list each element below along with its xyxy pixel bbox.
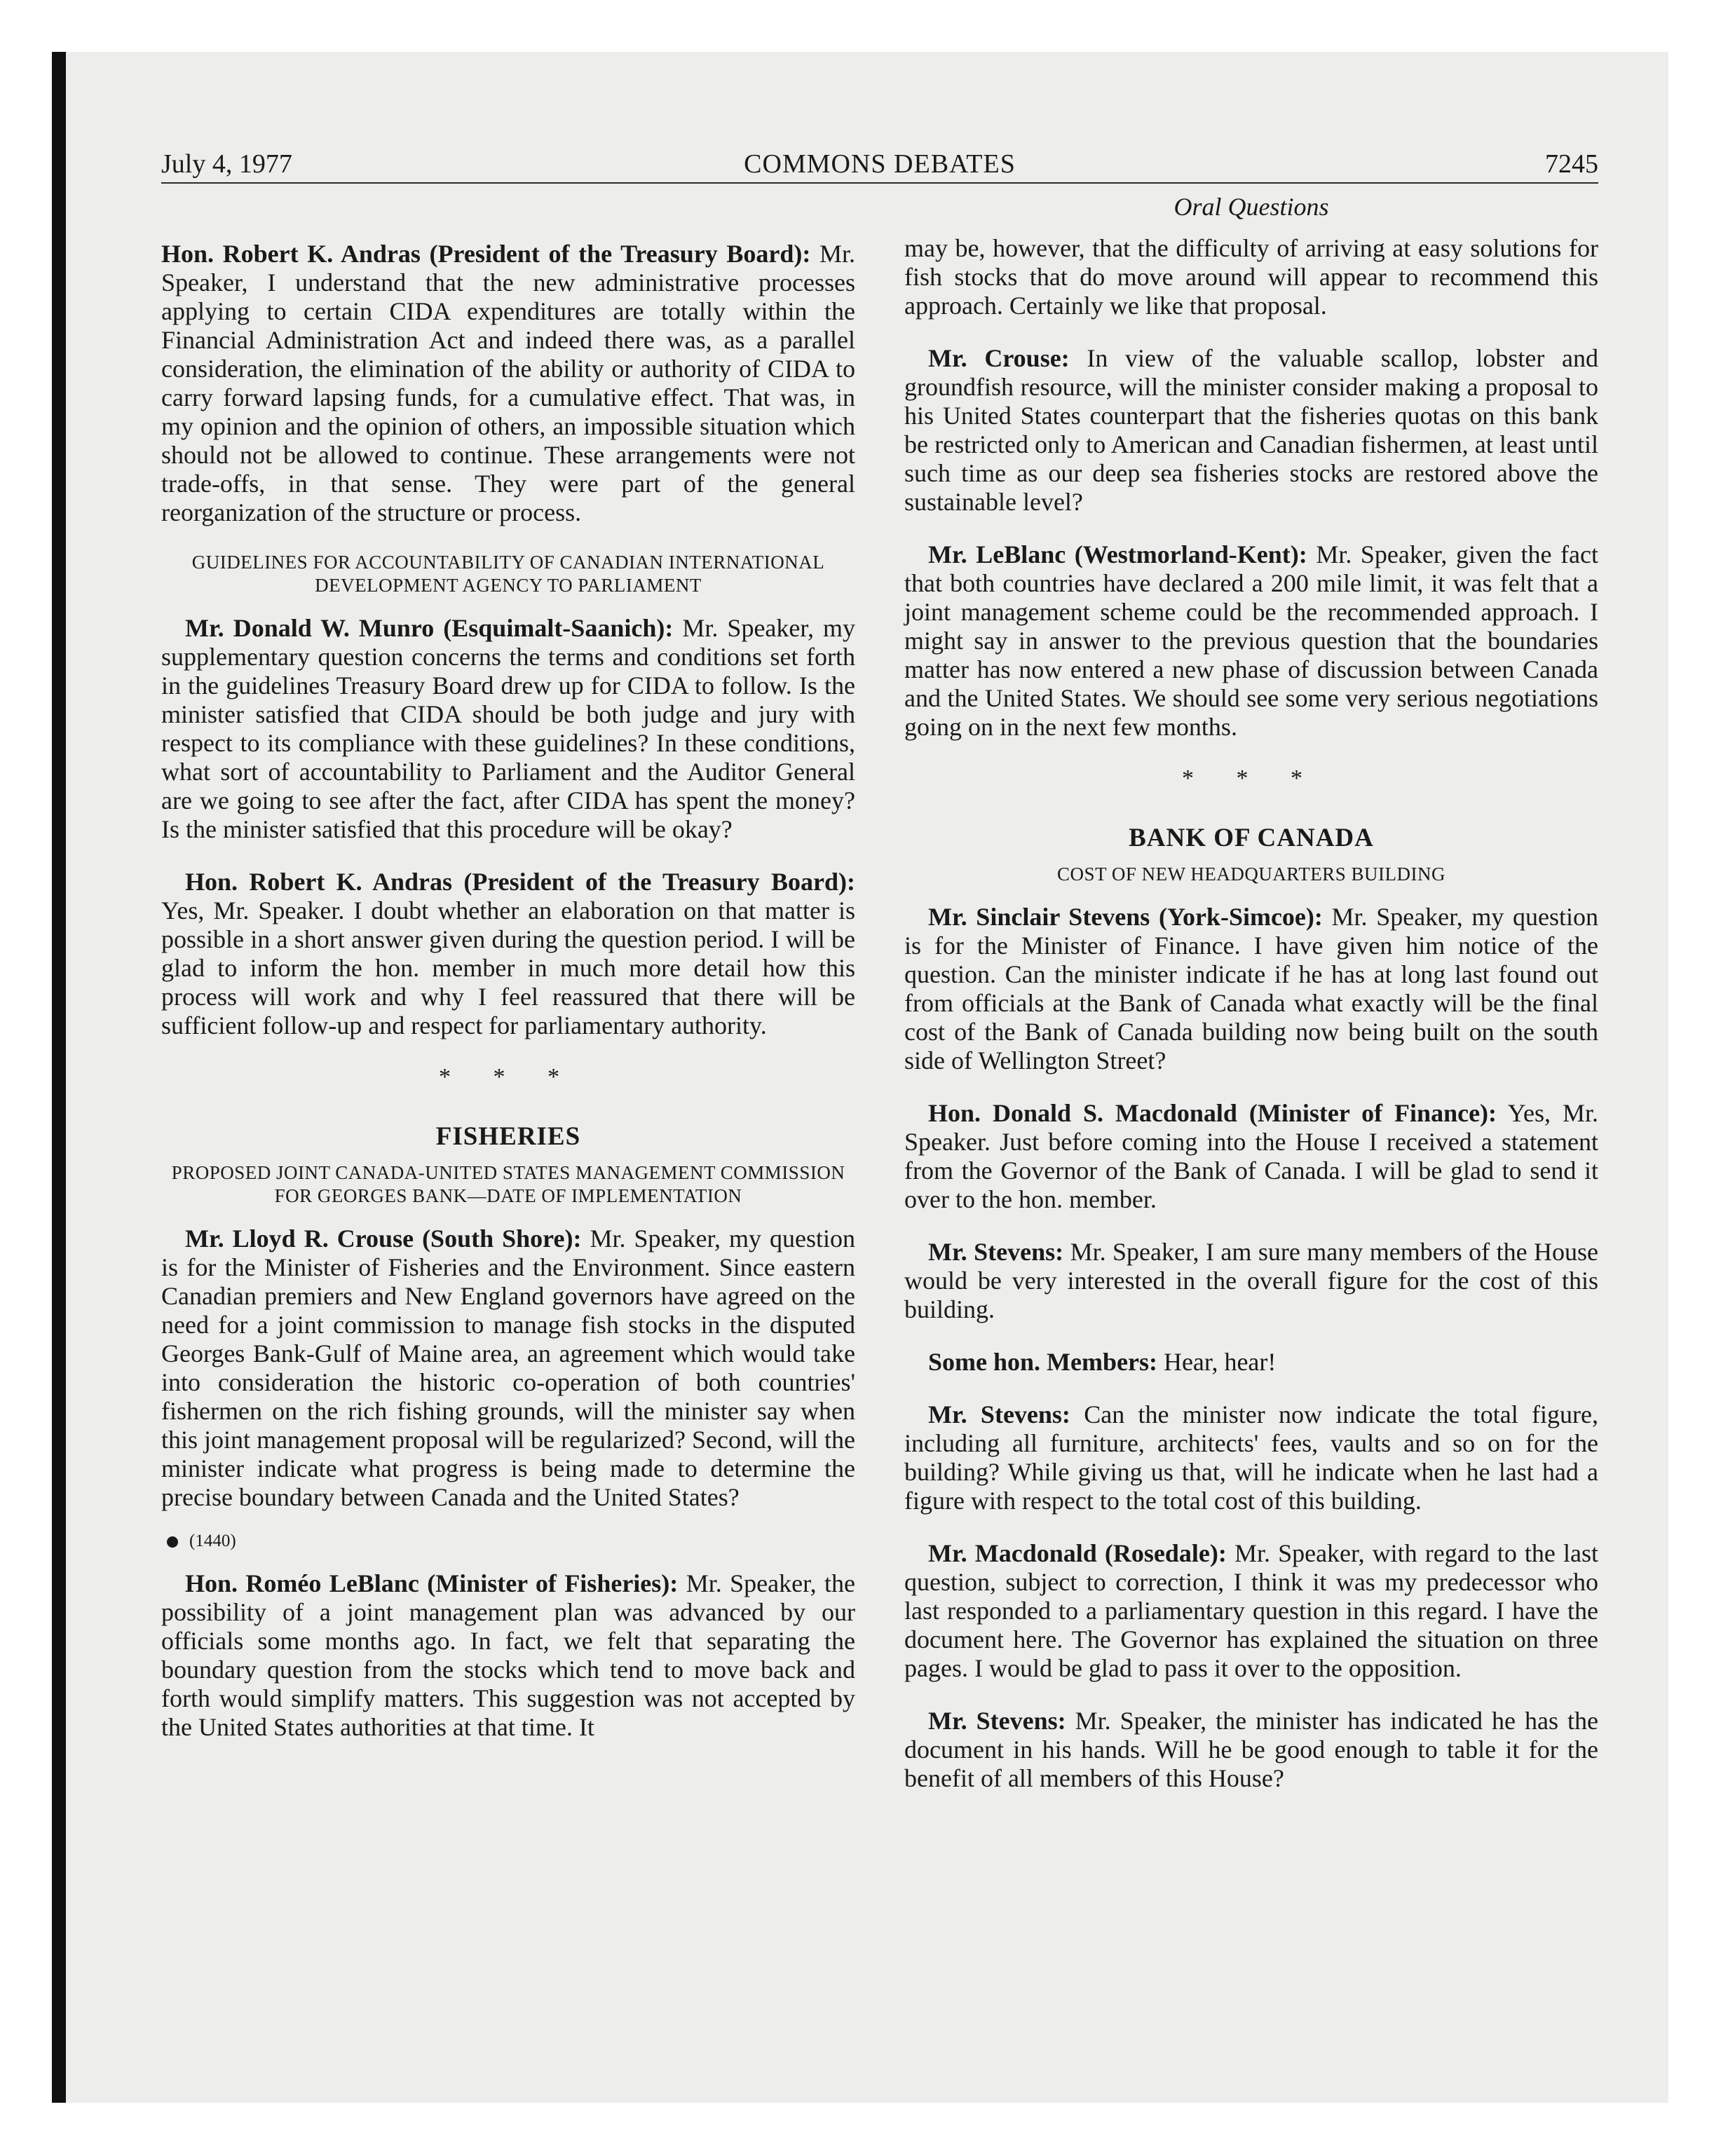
speaker-name: Mr. Lloyd R. Crouse (South Shore): xyxy=(185,1224,582,1253)
header-page-number: 7245 xyxy=(1545,149,1598,179)
page-header xyxy=(161,140,1598,184)
speech-text: Hear, hear! xyxy=(1163,1348,1277,1376)
speech-text: Mr. Speaker, given the fact that both countries have declared a 200 mile limit, it was felt that a joint management scheme could be the recommended approach. I might say in answer to the previous question that the boundaries matter has now entered a new phase of discussion between Canada and the United States. We should see some very serious negotiations going on in the next few months. xyxy=(904,540,1598,741)
paragraph xyxy=(161,614,855,844)
paragraph xyxy=(161,1224,855,1512)
paragraph xyxy=(161,1569,855,1742)
paragraph xyxy=(904,1238,1598,1324)
speaker-name: Hon. Roméo LeBlanc (Minister of Fisheries): xyxy=(185,1569,679,1597)
speech-text: may be, however, that the difficulty of arriving at easy solutions for fish stocks that do move around will appear to recommend this approach. Certainly we like that proposal. xyxy=(904,234,1598,320)
paragraph xyxy=(904,344,1598,517)
speech-text: Mr. Speaker, I am sure many members of the House would be very interested in the overall figure for the cost of this building. xyxy=(904,1238,1599,1323)
speaker-name: Mr. Crouse: xyxy=(928,344,1070,372)
paragraph xyxy=(904,234,1598,320)
speaker-name: Mr. Stevens: xyxy=(928,1238,1064,1266)
speaker-name: Mr. Stevens: xyxy=(928,1707,1066,1735)
paragraph xyxy=(904,903,1598,1075)
speech-text: In view of the valuable scallop, lobster and groundfish resource, will the minister consider making a proposal to his United States counterpart that the fisheries quotas on this bank be restricted only to American and Canadian fishermen, at least until such time as our deep sea fisheries stocks are restored above the sustainable level? xyxy=(904,344,1599,516)
subheading: COST OF NEW HEADQUARTERS BUILDING xyxy=(1057,864,1445,885)
speech-text: Mr. Speaker, with regard to the last question, subject to correction, I think it was my predecessor who last responded to a parliamentary question in this regard. I have the document here. The Governor has explained the situation on three pages. I would be glad to pass it over to the opposition. xyxy=(904,1539,1598,1682)
paragraph xyxy=(904,1539,1598,1683)
speaker-name: Mr. Stevens: xyxy=(928,1400,1070,1428)
subheading: GUIDELINES FOR ACCOUNTABILITY OF CANADIAN INTERNATIONAL DEVELOPMENT AGENCY TO PARLIAMENT xyxy=(191,552,825,596)
header-title: COMMONS DEBATES xyxy=(744,149,1016,179)
section-title: FISHERIES xyxy=(435,1122,581,1151)
speech-text: Yes, Mr. Speaker. I doubt whether an elaboration on that matter is possible in a short answer given during the question period. I will be glad to inform the hon. member in much more detail how this process will work and why I feel reassured that there will be sufficient follow-up and respect for parliamentary authority. xyxy=(161,896,855,1039)
speech-text: Yes, Mr. Speaker. Just before coming into the House I received a statement from the Governor of the Bank of Canada. I will be glad to send it over to the hon. member. xyxy=(904,1099,1598,1213)
speech-text: Mr. Speaker, the minister has indicated he has the document in his hands. Will he be good enough to table it for the benefit of all members of this House? xyxy=(904,1707,1598,1792)
paragraph xyxy=(904,1707,1598,1793)
right-column xyxy=(904,192,1598,1817)
running-head: Oral Questions xyxy=(1173,193,1329,221)
paragraph xyxy=(904,1348,1598,1377)
speaker-name: Mr. Donald W. Munro (Esquimalt-Saanich): xyxy=(185,614,674,642)
speaker-name: Hon. Robert K. Andras (President of the Treasury Board): xyxy=(161,240,811,268)
section-title: BANK OF CANADA xyxy=(1129,824,1374,852)
speaker-name: Mr. Macdonald (Rosedale): xyxy=(928,1539,1227,1567)
time-marker xyxy=(167,1531,855,1551)
header-date: July 4, 1977 xyxy=(161,149,292,179)
binding-edge xyxy=(52,52,66,2103)
speech-text: Mr. Speaker, I understand that the new administrative processes applying to certain CIDA expenditures are totally within the Financial Administration Act and indeed there was, as a parallel consideration, the elimination of the ability or authority of CIDA to carry forward lapsing funds, for a cumulative effect. That was, in my opinion and the opinion of others, an impossible situation which should not be allowed to continue. These arrangements were not trade-offs, in that sense. They were part of the general reorganization of the structure or process. xyxy=(161,240,856,526)
speaker-name: Mr. Sinclair Stevens (York-Simcoe): xyxy=(928,903,1323,931)
hansard-page xyxy=(161,140,1599,1792)
speech-text: Can the minister now indicate the total figure, including all furniture, architects' fees, vaults and so on for the building? While giving us that, will he indicate when he last had a figure with respect to the total cost of this building. xyxy=(904,1400,1598,1515)
speaker-name: Hon. Donald S. Macdonald (Minister of Finance): xyxy=(928,1099,1497,1127)
section-separator: * * * xyxy=(439,1064,578,1090)
paragraph xyxy=(904,1400,1598,1515)
speaker-name: Some hon. Members: xyxy=(928,1348,1157,1376)
subheading: PROPOSED JOINT CANADA-UNITED STATES MANAGEMENT COMMISSION FOR GEORGES BANK—DATE OF IMPLEMENTATION xyxy=(171,1162,845,1206)
time-stamp: (1440) xyxy=(189,1531,236,1550)
bullet-icon xyxy=(167,1536,178,1548)
paragraph xyxy=(904,1099,1598,1214)
speech-text: Mr. Speaker, my supplementary question concerns the terms and conditions set forth in the guidelines Treasury Board drew up for CIDA to follow. Is the minister satisfied that CIDA should be both judge and jury with respect to its compliance with these guidelines? In these conditions, what sort of accountability to Parliament and the Auditor General are we going to see after the fact, after CIDA has spent the money? Is the minister satisfied that this procedure will be okay? xyxy=(161,614,855,843)
paragraph xyxy=(904,540,1598,742)
speech-text: Mr. Speaker, my question is for the Minister of Fisheries and the Environment. Since eastern Canadian premiers and New England governors have agreed on the need for a joint commission to manage fish stocks in the disputed Georges Bank-Gulf of Maine area, an agreement which would take into consideration the historic co-operation of both countries' fishermen on the rich fishing grounds, will the minister say when this joint management proposal will be regularized? Second, will the minister indicate what progress is being made to determine the precise boundary between Canada and the United States? xyxy=(161,1224,856,1511)
paragraph xyxy=(161,240,855,527)
speaker-name: Mr. LeBlanc (Westmorland-Kent): xyxy=(928,540,1307,568)
speech-text: Mr. Speaker, the possibility of a joint management plan was advanced by our officials some months ago. In fact, we felt that separating the boundary question from the stocks which tend to move back and forth would simplify matters. This suggestion was not accepted by the United States authorities at that time. It xyxy=(161,1569,855,1741)
section-separator: * * * xyxy=(1182,765,1321,791)
paragraph xyxy=(161,868,855,1040)
left-column xyxy=(161,240,855,1766)
speaker-name: Hon. Robert K. Andras (President of the Treasury Board): xyxy=(185,868,855,896)
speech-text: Mr. Speaker, my question is for the Minister of Finance. I have given him notice of the question. Can the minister indicate if he has at long last found out from officials at the Bank of Canada what exactly will be the final cost of the Bank of Canada building now being built on the south side of Wellington Street? xyxy=(904,903,1599,1074)
